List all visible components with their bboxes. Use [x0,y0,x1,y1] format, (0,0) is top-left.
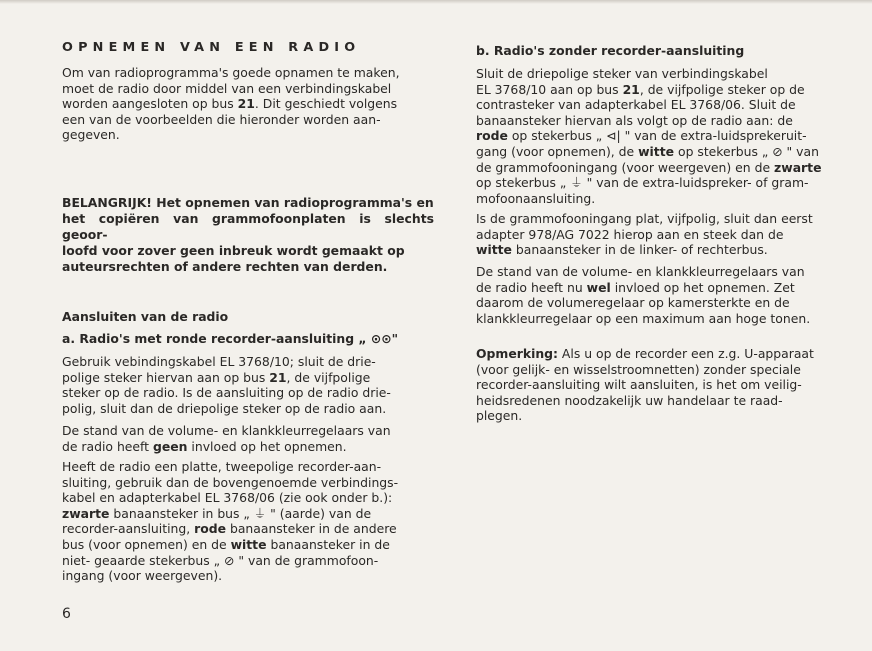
sub-b-title: b. Radio's zonder recorder-aansluiting [476,43,745,58]
sub-a-title: a. Radio's met ronde recorder-aansluiting „ ⊙⊙" [62,331,399,346]
intro-paragraph: Om van radioprogramma's goede opnamen te maken, moet de radio door middel van een verbindingskabel worden aangesloten op bus 21. Dit geschiedt volgens een van de voorbeelden die hieronder worden aan- gegeven. [62,65,400,143]
para-b1: Sluit de driepolige steker van verbindingskabel EL 3768/10 aan op bus 21, de vijfpolige steker op de contrasteker van adapterkabel EL 3768/06. Sluit de banaansteker hiervan als volgt op de radio aan: de rode op stekerbus „ ⊲| " van de extra-luidsprekeruit- gang (voor opnemen), de witte op stekerbus „ ⊘ " van de grammofooningang (voor weergeven) en de zwarte op stekerbus „ ⏚ " van de extra-luidspreker- of gram- mofoonaansluiting. [476,66,822,206]
section-title: Aansluiten van de radio [62,309,229,324]
page-number: 6 [62,606,71,622]
para-b2: Is de grammofooningang plat, vijfpolig, sluit dan eerst adapter 978/AG 7022 hierop aan en steek dan de witte banaansteker in de linker- of rechterbus. [476,211,813,258]
note-paragraph: Opmerking: Als u op de recorder een z.g. U-apparaat (voor gelijk- en wisselstroomnetten) zonder speciale recorder-aansluiting wilt aansluiten, is het om veilig- heidsredenen noodzakelijk uw handelaar te raad- plegen. [476,346,814,424]
para-a1: Gebruik vebindingskabel EL 3768/10; sluit de drie- polige steker hiervan aan op bus 21, de vijfpolige steker op de radio. Is de aansluiting op de radio drie- polig, sluit dan de driepolige steker op de radio aan. [62,354,391,416]
page-heading: OPNEMEN VAN EEN RADIO [62,40,361,55]
para-b3: De stand van de volume- en klankkleurregelaars van de radio heeft nu wel invloed op het opnemen. Zet daarom de volumeregelaar op kamersterkte en de klankkleurregelaar op een maximum aan hoge tonen. [476,264,811,326]
warning-paragraph: BELANGRIJK! Het opnemen van radioprogramma's en het copiëren van grammofoonplaten is slechts geoor- loofd voor zover geen inbreuk wordt gemaakt op auteursrechten of andere rechten van derden. [62,195,434,274]
page-top-edge [0,0,872,4]
para-a2: De stand van de volume- en klankkleurregelaars van de radio heeft geen invloed op het opnemen. [62,423,391,454]
para-a3: Heeft de radio een platte, tweepolige recorder-aan- sluiting, gebruik dan de bovengenoemde verbindings- kabel en adapterkabel EL 3768/06 (zie ook onder b.): zwarte banaansteker in bus „ ⏚ " (aarde) van de recorder-aansluiting, rode banaansteker in de andere bus (voor opnemen) en de witte banaansteker in de niet- geaarde stekerbus „ ⊘ " van de grammofoon- ingang (voor weergeven). [62,459,399,584]
